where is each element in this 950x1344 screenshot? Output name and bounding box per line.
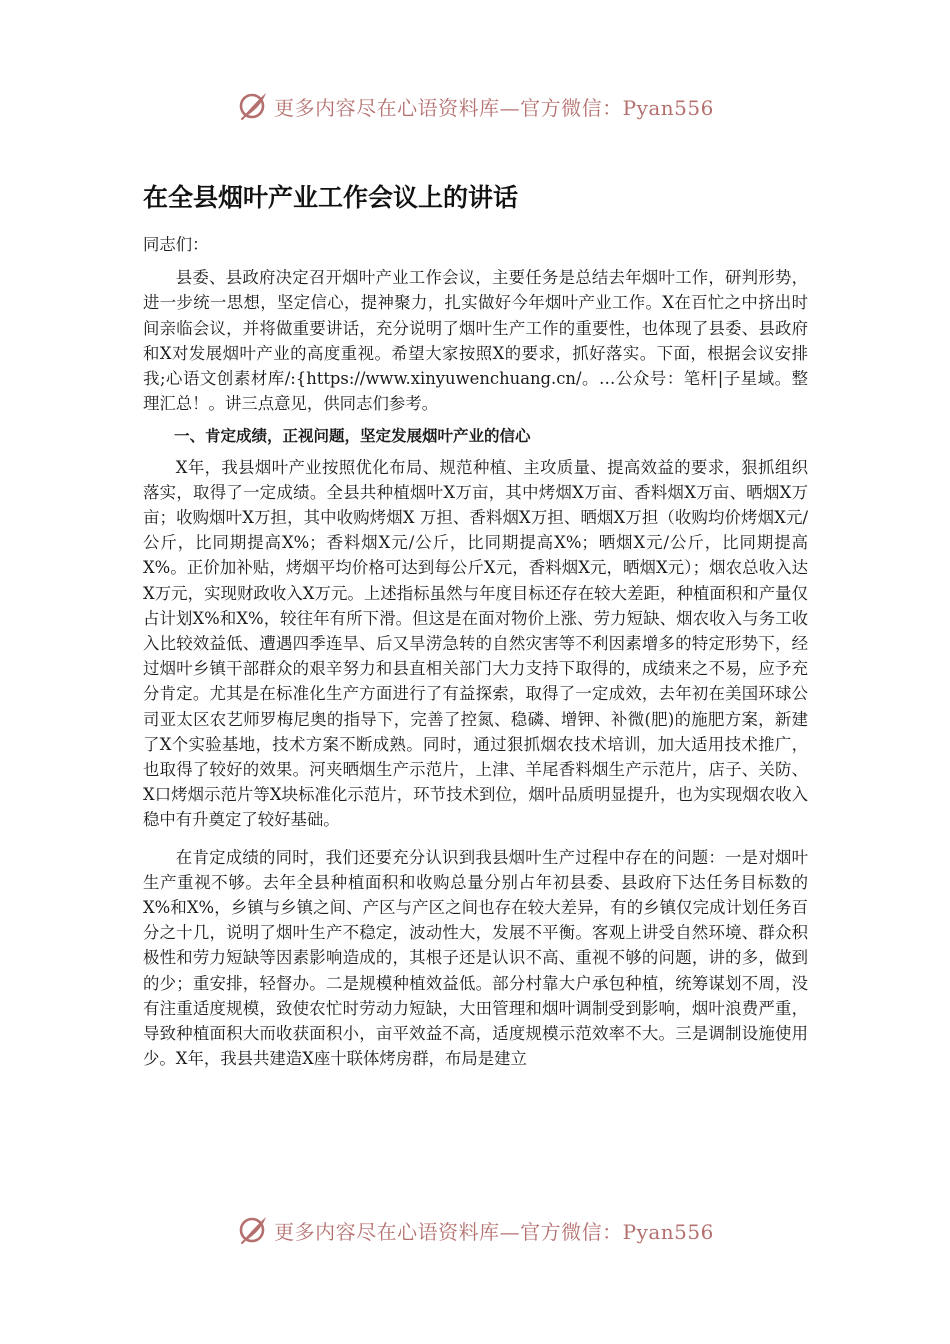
footer-banner bbox=[0, 1210, 950, 1250]
intro-paragraph: 县委、县政府决定召开烟叶产业工作会议，主要任务是总结去年烟叶工作，研判形势，进一步统一思想，坚定信心，提神聚力，扎实做好今年烟叶产业工作。X在百忙之中挤出时间亲临会议，并将做重要讲话，充分说明了烟叶生产工作的重要性，也体现了县委、县政府和X对发展烟叶产业的高度重视。希望大家按照X的要求，抓好落实。下面，根据会议安排我;心语文创素材库/:{https://www.xinyuwenchuang.cn/。…公众号：笔杆|子星域。整理汇总！。讲三点意见，供同志们参考。 bbox=[143, 268, 808, 414]
header-banner bbox=[0, 86, 950, 126]
banner-text: 更多内容尽在心语资料库—官方微信：Pyan556 bbox=[274, 1219, 714, 1244]
body-paragraph: 在肯定成绩的同时，我们还要充分认识到我县烟叶生产过程中存在的问题：一是对烟叶生产重视不够。去年全县种植面积和收购总量分别占年初县委、县政府下达任务目标数的X%和X%，乡镇与乡镇之间、产区与产区之间也存在较大差异，有的乡镇仅完成计划任务百分之十几，说明了烟叶生产不稳定，波动性大，发展不平衡。客观上讲受自然环境、群众积极性和劳力短缺等因素影响造成的，其根子还是认识不高、重视不够的问题，讲的多，做到的少；重安排，轻督办。二是规模种植效益低。部分村靠大户承包种植，统筹谋划不周，没有注重适度规模，致使农忙时劳动力短缺，大田管理和烟叶调制受到影响，烟叶浪费严重，导致种植面积大而收获面积小，亩平效益不高，适度规模示范效率不大。三是调制设施使用少。X年，我县共建造X座十联体烤房群，布局是建立 bbox=[143, 847, 808, 1069]
banner-text: 更多内容尽在心语资料库—官方微信：Pyan556 bbox=[274, 95, 714, 120]
document-title: 在全县烟叶产业工作会议上的讲话 bbox=[143, 183, 519, 212]
quill-logo-icon bbox=[236, 89, 270, 123]
body-paragraph: X年，我县烟叶产业按照优化布局、规范种植、主攻质量、提高效益的要求，狠抓组织落实，取得了一定成绩。全县共种植烟叶X万亩，其中烤烟X万亩、香料烟X万亩、晒烟X万亩；收购烟叶X万担，其中收购烤烟X 万担、香料烟X万担、晒烟X万担（收购均价烤烟X元/公斤，比同期提高X%；香料烟X元/公斤，比同期提高X%；晒烟X元/公斤，比同期提高X%。正价加补贴，烤烟平均价格可达到每公斤X元，香料烟X元，晒烟X元）；烟农总收入达X万元，实现财政收入X万元。上述指标虽然与年度目标还存在较大差距，种植面积和产量仅占计划X%和X%，较往年有所下滑。但这是在面对物价上涨、劳力短缺、烟农收入与务工收入比较效益低、遭遇四季连旱、后又旱涝急转的自然灾害等不利因素增多的特定形势下，经过烟叶乡镇干部群众的艰辛努力和县直相关部门大力支持下取得的，成绩来之不易，应予充分肯定。尤其是在标准化生产方面进行了有益探索，取得了一定成效，去年初在美国环球公司亚太区农艺师罗梅尼奥的指导下，完善了控氮、稳磷、增钾、补微(肥)的施肥方案，新建了X个实验基地，技术方案不断成熟。同时，通过狠抓烟农技术培训，加大适用技术推广，也取得了较好的效果。河夹晒烟生产示范片，上津、羊尾香料烟生产示范片，店子、关防、X口烤烟示范片等X块标准化示范片，环节技术到位，烟叶品质明显提升，也为实现烟农收入稳中有升奠定了较好基础。 bbox=[143, 457, 808, 830]
section-heading: 一、肯定成绩，正视问题，坚定发展烟叶产业的信心 bbox=[174, 427, 531, 446]
salutation: 同志们： bbox=[143, 235, 209, 254]
document-body bbox=[143, 232, 808, 1072]
quill-logo-icon bbox=[236, 1213, 270, 1247]
